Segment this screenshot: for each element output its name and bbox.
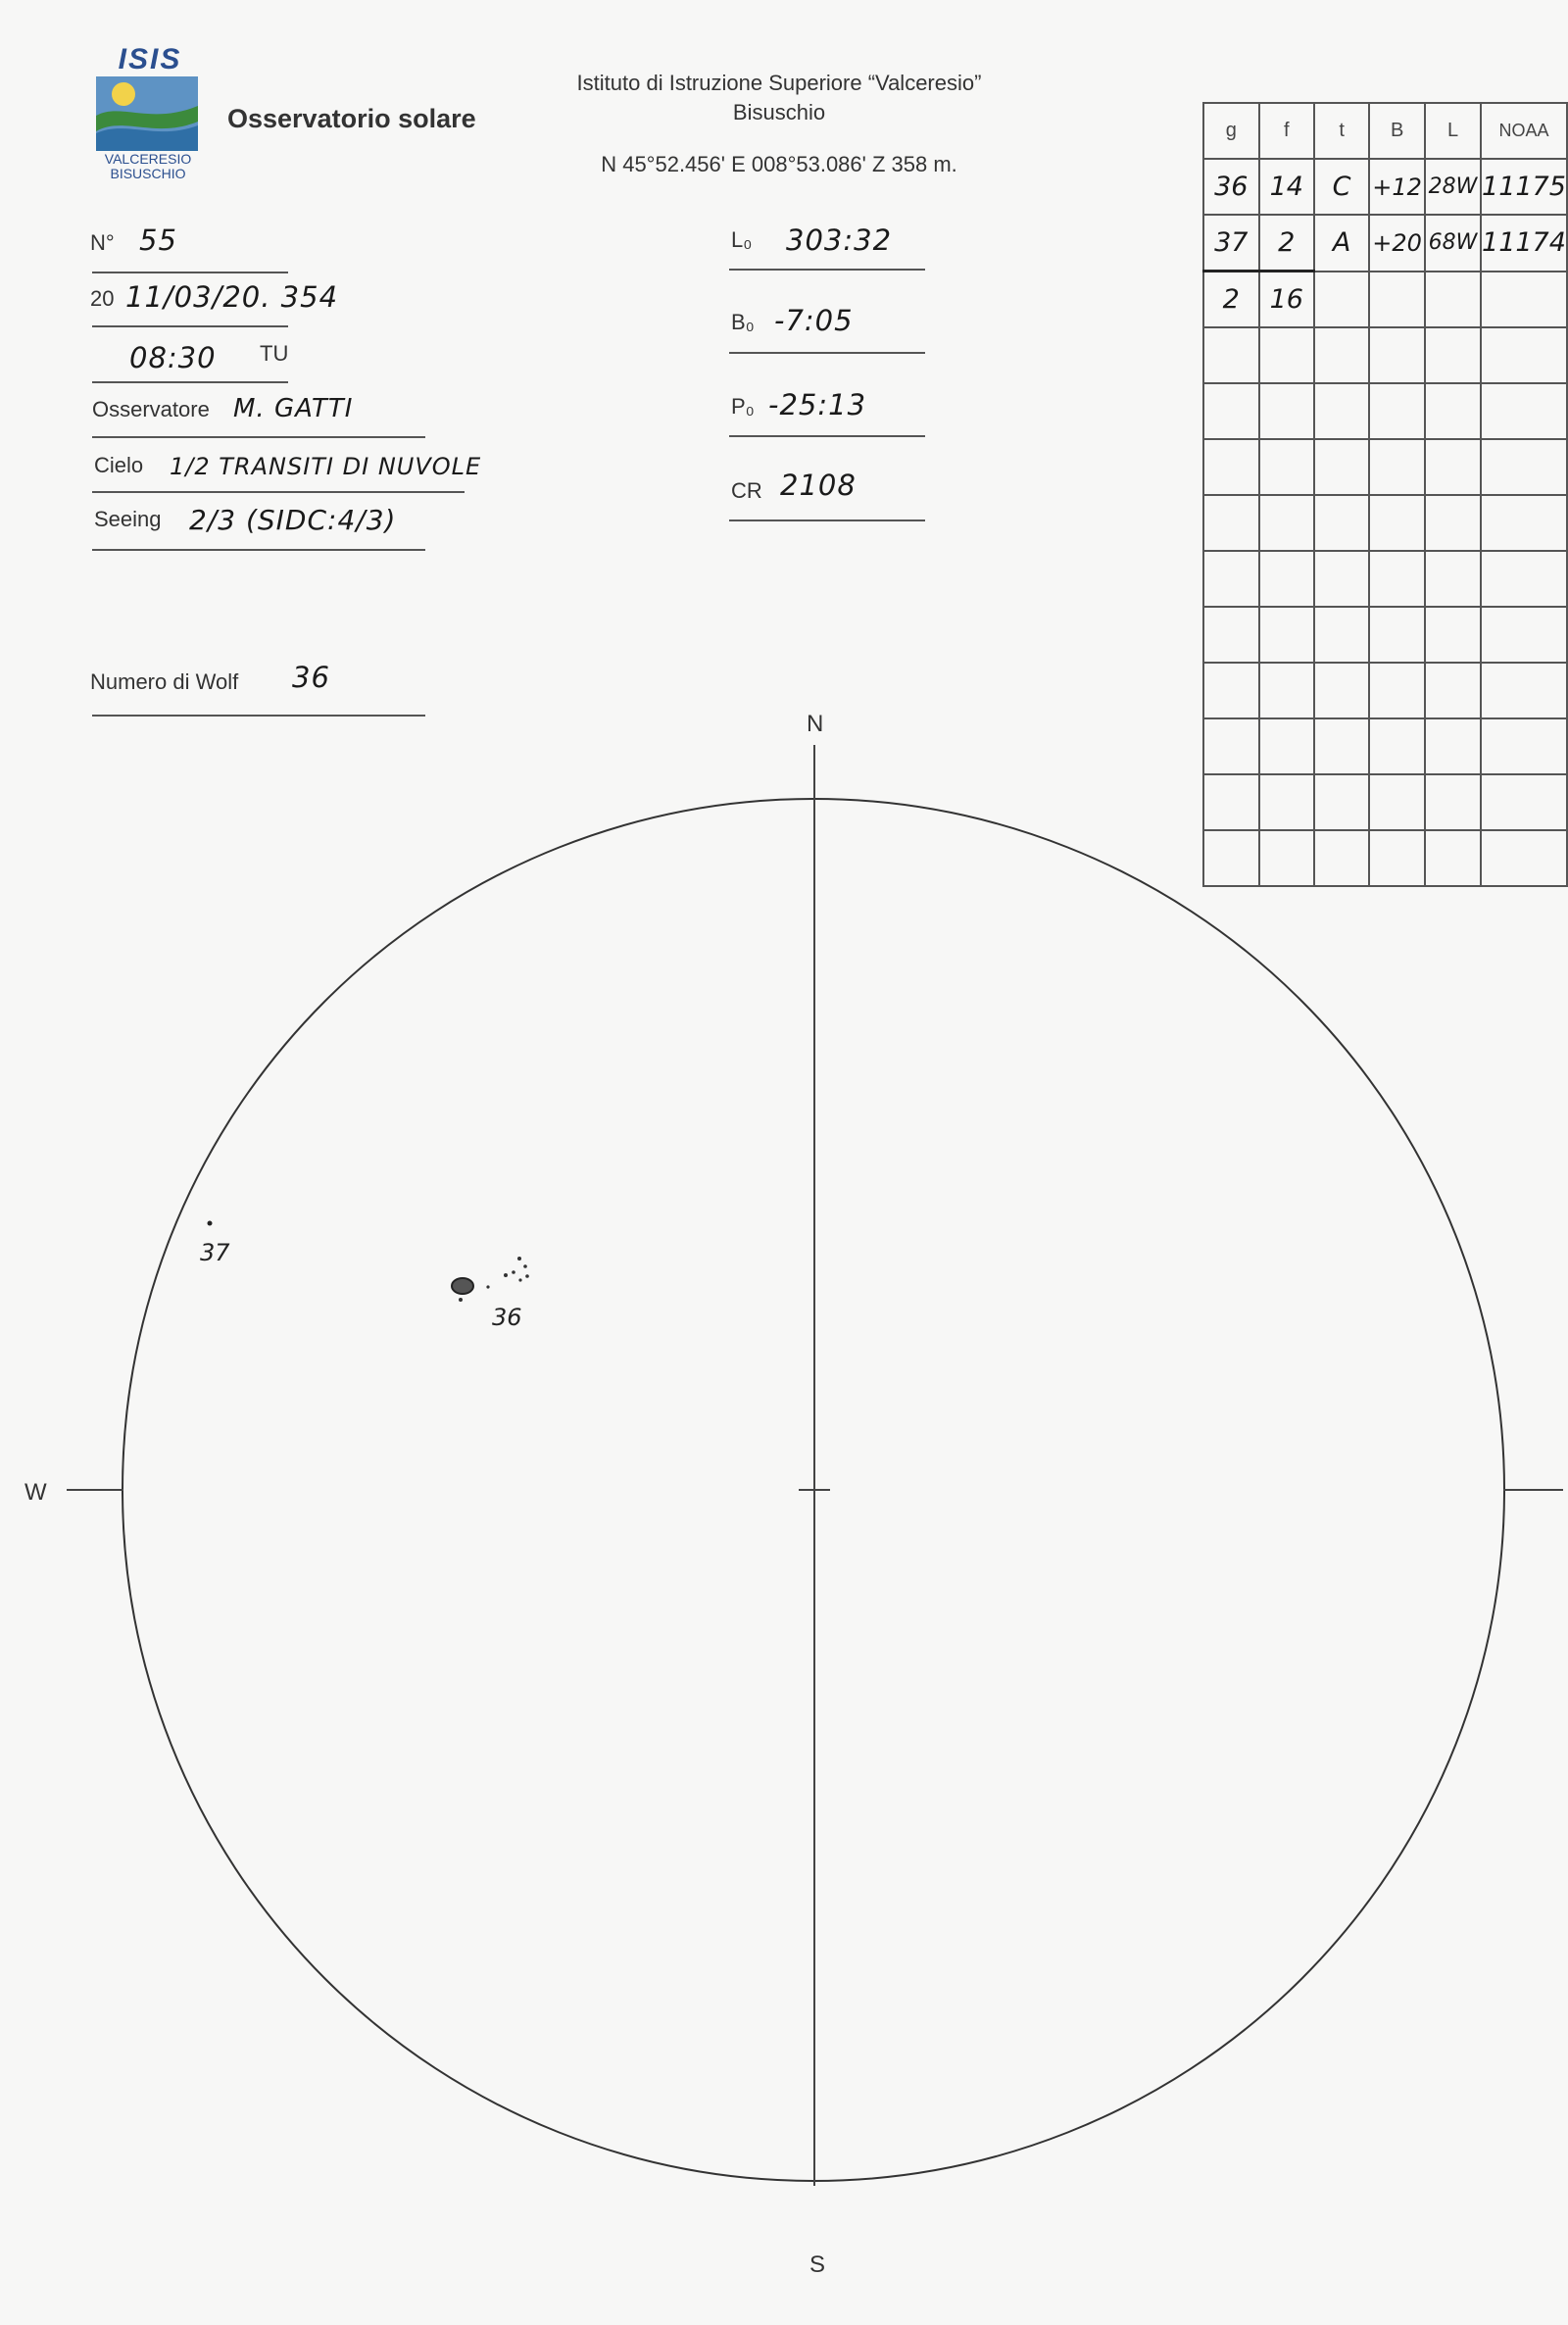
observatory-title: Osservatorio solare (227, 104, 476, 133)
wolf-value: 36 (292, 661, 330, 694)
l0-label: L₀ (731, 227, 753, 252)
table-cell: 37 (1203, 215, 1259, 272)
table-cell: 2 (1259, 215, 1315, 272)
l0-value: 303:32 (786, 223, 893, 257)
observer-value: M. GATTI (233, 394, 354, 423)
table-cell: A (1314, 215, 1369, 272)
header-f: f (1259, 103, 1315, 159)
group-label-36: 36 (492, 1304, 522, 1331)
header-g: g (1203, 103, 1259, 159)
west-label: W (24, 1479, 47, 1506)
header-t: t (1314, 103, 1369, 159)
p0-label: P₀ (731, 394, 755, 419)
sunspot-36-spot (525, 1274, 529, 1278)
sunspot-37 (208, 1221, 213, 1226)
sunspot-36-spot (523, 1264, 527, 1268)
header-b: B (1369, 103, 1425, 159)
sunspot-36-spot (504, 1273, 508, 1277)
table-cell: +20 (1369, 215, 1425, 272)
date-prefix: 20 (90, 286, 115, 311)
table-cell: 14 (1259, 159, 1315, 215)
table-cell: 11174 (1481, 215, 1567, 272)
time-unit: TU (260, 341, 289, 366)
table-cell: 11175 (1481, 159, 1567, 215)
header-l: L (1425, 103, 1481, 159)
b0-label: B₀ (731, 310, 755, 334)
institute-line-1: Istituto di Istruzione Superiore “Valceresio” (576, 71, 982, 95)
sky-value: 1/2 TRANSITI DI NUVOLE (170, 453, 482, 480)
sunspot-36-spot (486, 1285, 489, 1288)
cr-value: 2108 (780, 469, 857, 502)
seeing-label: Seeing (94, 507, 162, 531)
table-cell: 36 (1203, 159, 1259, 215)
logo-subtitle-line-1: VALCERESIO (104, 151, 192, 167)
wolf-label: Numero di Wolf (90, 669, 239, 694)
total-spots: 16 (1259, 272, 1315, 328)
number-value: 55 (139, 223, 177, 257)
institute-line-2: Bisuschio (732, 100, 826, 124)
sky-label: Cielo (94, 453, 144, 477)
logo-subtitle-line-2: BISUSCHIO (110, 166, 186, 181)
logo-text: ISIS (118, 43, 182, 75)
sunspot-36-spot (459, 1298, 463, 1302)
total-groups: 2 (1203, 272, 1259, 328)
date-value: 11/03/20. 354 (125, 280, 339, 314)
sunspot-36-spot (518, 1278, 521, 1281)
sunspot-36-spot (512, 1270, 515, 1274)
table-cell: 28W (1425, 159, 1481, 215)
time-value: 08:30 (129, 341, 217, 374)
table-cell: C (1314, 159, 1369, 215)
p0-value: -25:13 (768, 388, 867, 421)
group-label-37: 37 (200, 1239, 230, 1266)
sunspot-36-spot (517, 1257, 521, 1261)
cr-label: CR (731, 478, 762, 503)
number-label: N° (90, 230, 115, 255)
table-cell: 68W (1425, 215, 1481, 272)
south-label: S (809, 2251, 826, 2278)
north-label: N (807, 711, 824, 737)
site-coordinates: N 45°52.456' E 008°53.086' Z 358 m. (601, 152, 957, 176)
b0-value: -7:05 (774, 304, 854, 337)
table-cell: +12 (1369, 159, 1425, 215)
header-noaa: NOAA (1481, 103, 1567, 159)
observer-label: Osservatore (92, 397, 210, 421)
sunspot-36-leader (452, 1278, 473, 1294)
seeing-value: 2/3 (SIDC:4/3) (189, 504, 397, 536)
